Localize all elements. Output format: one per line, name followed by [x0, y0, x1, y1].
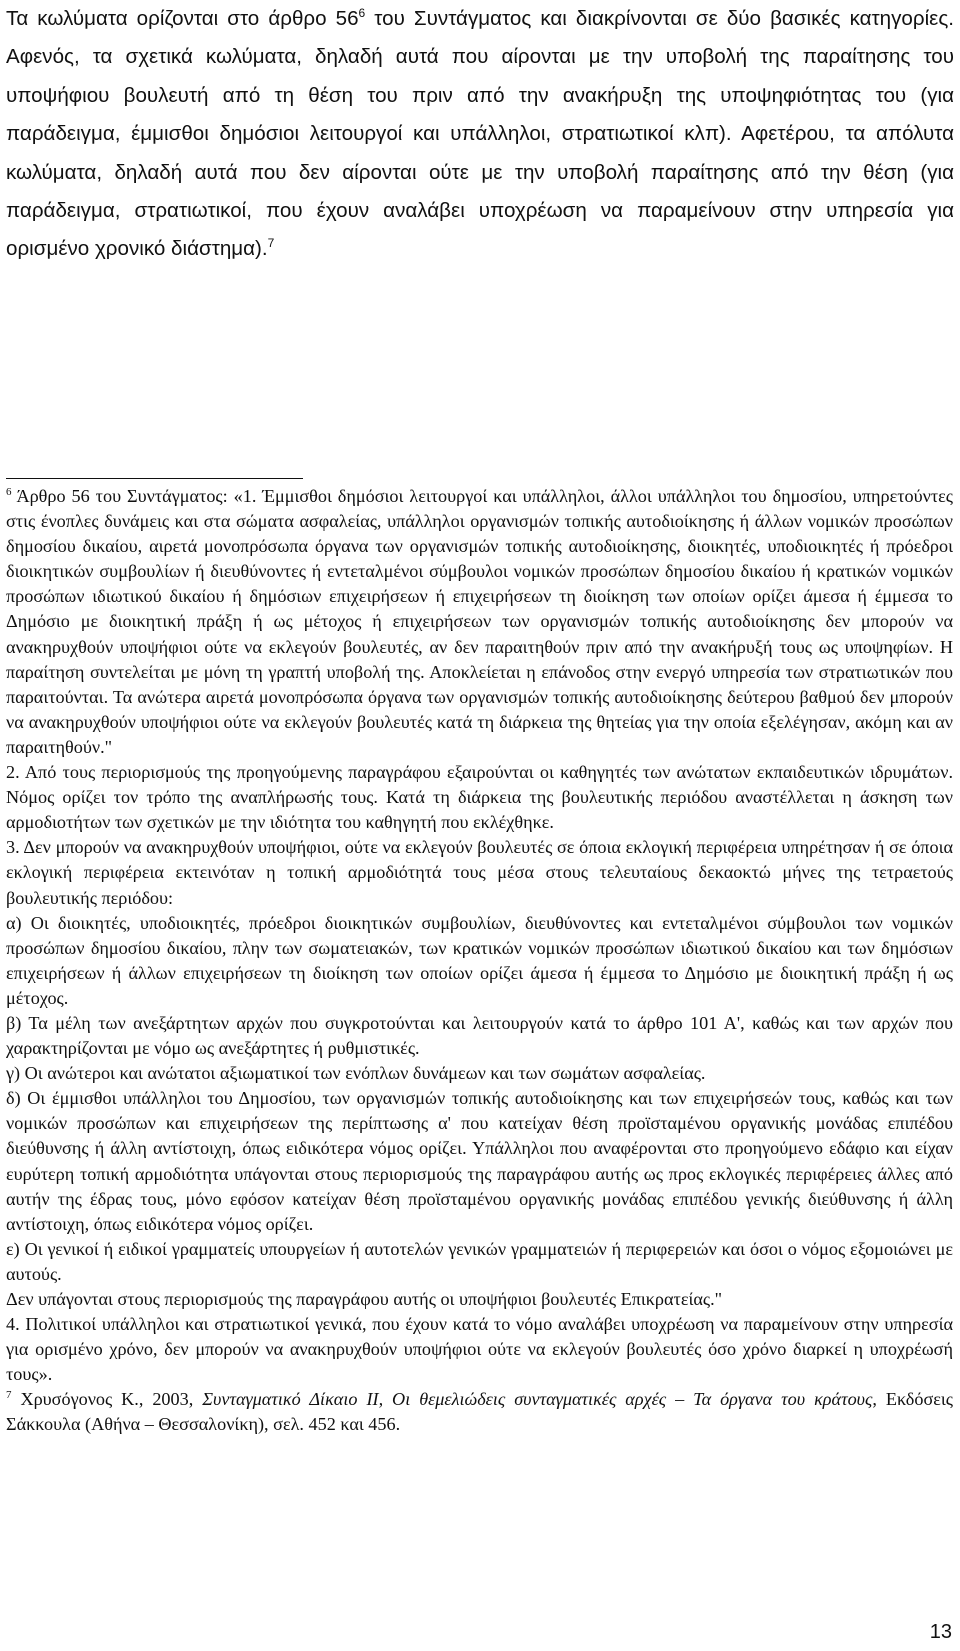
footnotes — [6, 484, 953, 1438]
footnote-7-title: Συνταγματικό Δίκαιο ΙΙ, Οι θεμελιώδεις συνταγματικές αρχές – Τα όργανα του κράτους — [202, 1389, 873, 1410]
footnote-6-line: 3. Δεν μπορούν να ανακηρυχθούν υποψήφιοι, ούτε να εκλεγούν βουλευτές σε όποια εκλογική περιφέρεια υπηρέτησαν ή σε όποια εκλογική περιφέρεια εκτεινόταν η τοπική αρμοδιότητά τους μέσα στους τελευταίους δεκαοκτώ μήνες της τετραετούς βουλευτικής περιόδου: — [6, 837, 953, 908]
footnote-6-line: γ) Οι ανώτεροι και ανώτατοι αξιωματικοί των ενόπλων δυνάμεων και των σωμάτων ασφαλείας. — [6, 1063, 706, 1084]
footnote-7-marker: 7 — [6, 1389, 12, 1402]
footnote-ref-7[interactable]: 7 — [267, 236, 275, 251]
footnote-6-line: 2. Από τους περιορισμούς της προηγούμενης παραγράφου εξαιρούνται οι καθηγητές των ανώτατων εκπαιδευτικών ιδρυμάτων. Νόμος ορίζει τον τρόπο της αναπλήρωσής τους. Κατά τη διάρκεια της βουλευτικής περιόδου αναστέλλεται η άσκηση των αρμοδιοτήτων των σχετικών με την ιδιότητα του καθηγητή που εκλέχθηκε. — [6, 762, 953, 833]
footnote-6-line — [6, 484, 953, 760]
body-paragraph — [6, 0, 954, 269]
footnote-6-line: α) Οι διοικητές, υποδιοικητές, πρόεδροι διοικητικών συμβουλίων, διευθύνοντες και εντεταλμένοι σύμβουλοι των νομικών προσώπων δημοσίου δικαίου, πλην των σωματειακών, των κρατικών νομικών προσώπων ιδιωτικού δικαίου και των δημόσιων επιχειρήσεων ή άλλων επιχειρήσεων τη διοίκηση των οποίων ορίζει άμεσα ή έμμεσα το Δημόσιο με διοικητική πράξη ή ως μέτοχος. — [6, 912, 953, 1008]
footnote-separator — [6, 478, 303, 479]
footnote-6-text: Άρθρο 56 του Συντάγματος: «1. Έμμισθοι δημόσιοι λειτουργοί και υπάλληλοι, άλλοι υπάλληλοι του δημοσίου, υπηρετούντες στις ένοπλες δυνάμεις και στα σώματα ασφαλείας, υπάλληλοι οργανισμών τοπικής αυτοδιοίκησης ή άλλων νομικών προσώπων δημοσίου δικαίου, αιρετά μονοπρόσωπα όργανα των οργανισμών τοπικής αυτοδιοίκησης, διοικητές, υποδιοικητές ή πρόεδροι διοικητικών συμβουλίων ή διευθύνοντες ή εντεταλμένοι σύμβουλοι νομικών προσώπων δημοσίου δικαίου ή κρατικών νομικών προσώπων ιδιωτικού δικαίου ή δημόσιων επιχειρήσεων ή επιχειρήσεων τη διοίκηση των οποίων ορίζει άμεσα ή έμμεσα το Δημόσιο με διοικητική πράξη ή ως μέτοχος ή επιχειρήσεων των οργανισμών τοπικής αυτοδιοίκησης δεν μπορούν να ανακηρυχθούν υποψήφιοι ούτε να εκλεγούν βουλευτές, αν δεν παραιτηθούν πριν από την ανακήρυξή τους ως υποψηφίων. Η παραίτηση συντελείται με μόνη τη γραπτή υποβολή της. Αποκλείεται η επάνοδος στην ενεργό υπηρεσία των στρατιωτικών που παραιτούνται. Τα ανώτερα αιρετά μονοπρόσωπα όργανα των οργανισμών τοπικής αυτοδιοίκησης δεύτερου βαθμού δεν μπορούν να ανακηρυχθούν υποψήφιοι ούτε να εκλεγούν βουλευτές κατά τη διάρκεια της θητείας για την οποία εξελέγησαν, ακόμη και αν παραιτηθούν." — [6, 486, 953, 757]
footnote-6-line: 4. Πολιτικοί υπάλληλοι και στρατιωτικοί γενικά, που έχουν κατά το νόμο αναλάβει υποχρέωση να παραμείνουν στην υπηρεσία για ορισμένο χρόνο, δεν μπορούν να ανακηρυχθούν υποψήφιοι ούτε να εκλεγούν βουλευτές όσο χρόνο διαρκεί η υποχρέωσή τους». — [6, 1314, 953, 1385]
footnote-6-line: β) Τα μέλη των ανεξάρτητων αρχών που συγκροτούνται και λειτουργούν κατά το άρθρο 101 Α', καθώς και των αρχών που χαρακτηρίζονται με νόμο ως ανεξάρτητες ή ρυθμιστικές. — [6, 1012, 953, 1059]
footnote-7-publisher: , Εκδόσεις Σάκκουλα (Αθήνα – Θεσσαλονίκη), σελ. 452 και 456. — [6, 1389, 953, 1435]
page-number: 13 — [929, 1621, 952, 1643]
footnote-6-line: δ) Οι έμμισθοι υπάλληλοι του Δημοσίου, των οργανισμών τοπικής αυτοδιοίκησης και των επιχειρήσεών τους, καθώς και των νομικών προσώπων και επιχειρήσεων της περίπτωσης α' που κατείχαν θέση προϊσταμένου οργανικής μονάδας επιπέδου διεύθυνσης ή άλλη αντίστοιχη, όπως ειδικότερα νόμος ορίζει. Υπάλληλοι που αναφέρονται στο προηγούμενο εδάφιο και είχαν ευρύτερη τοπική αρμοδιότητα υπάγονται στους περιορισμούς της παραγράφου αυτής ως προς εκλογικές περιφέρειες άλλες από αυτήν της έδρας τους, μόνο εφόσον κατείχαν θέση προϊσταμένου οργανικής μονάδας επιπέδου γενικής διεύθυνσης ή άλλη αντίστοιχη, όπως ειδικότερα νόμος ορίζει. — [6, 1088, 953, 1234]
footnote-ref-6[interactable]: 6 — [358, 6, 366, 20]
footnote-6-marker: 6 — [6, 486, 12, 498]
footnote-7-author: Χρυσόγονος Κ., 2003, — [11, 1389, 203, 1410]
footnote-6-line: Δεν υπάγονται στους περιορισμούς της παραγράφου αυτής οι υποψήφιοι βουλευτές Επικρατείας." — [6, 1289, 723, 1309]
footnote-6-line: ε) Οι γενικοί ή ειδικοί γραμματείς υπουργείων ή αυτοτελών γενικών γραμματειών ή περιφερειών και όσοι ο νόμος εξομοιώνει με αυτούς. — [6, 1238, 953, 1284]
footnote-7 — [6, 1387, 953, 1437]
body-text-continued: του Συντάγματος και διακρίνονται σε δύο βασικές κατηγορίες. Αφενός, τα σχετικά κωλύματα, δηλαδή αυτά που αίρονται με την υποβολή της παραίτησης του υποψήφιου βουλευτή από τη θέση του πριν από την ανακήρυξη της υποψηφιότητας του (για παράδειγμα, έμμισθοι δημόσιοι λειτουργοί και υπάλληλοι, στρατιωτικοί κλπ). Αφετέρου, τα απόλυτα κωλύματα, δηλαδή αυτά που δεν αίρονται ούτε με την υποβολή παραίτησης από την θέση (για παράδειγμα, στρατιωτικοί, που έχουν αναλάβει υποχρέωση να παραμείνουν στην υπηρεσία για ορισμένο χρονικό διάστημα). — [6, 7, 954, 261]
body-text-start: Τα κωλύματα ορίζονται στο άρθρο 56 — [6, 7, 359, 30]
